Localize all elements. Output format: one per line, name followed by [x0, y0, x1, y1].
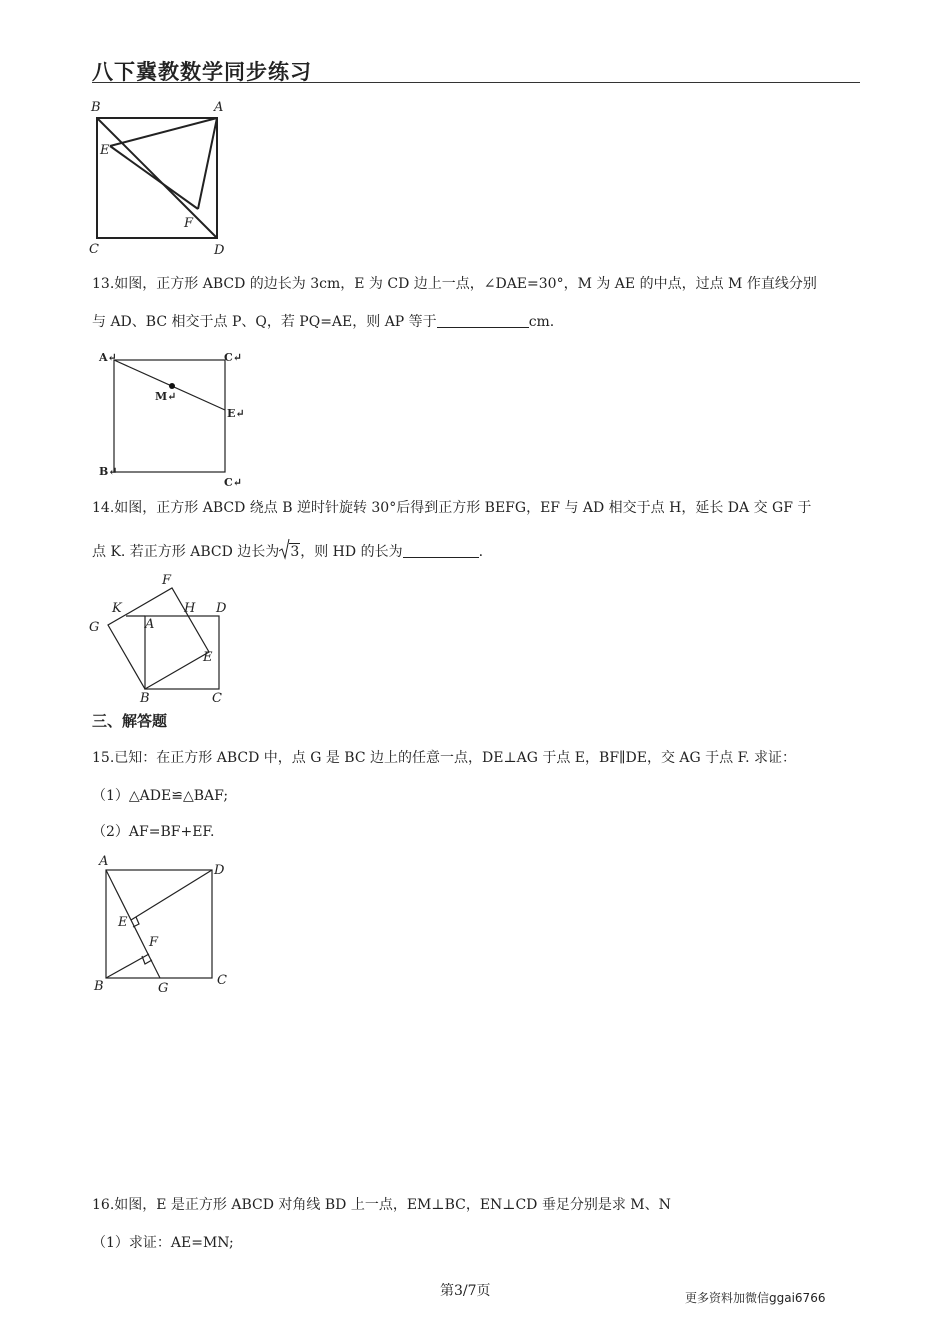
label-h: H	[184, 601, 196, 616]
q16-part1: （1）求证：AE=MN;	[92, 1235, 234, 1251]
label-a: A	[145, 617, 155, 632]
q14-line2-middle: ，则 HD 的长为	[300, 544, 403, 560]
q14-line2	[92, 542, 483, 562]
q13-line2-text: 与 AD、BC 相交于点 P、Q，若 PQ=AE，则 AP 等于	[92, 314, 437, 330]
header-divider	[92, 82, 860, 83]
figure-q15	[86, 850, 236, 998]
page-number: 第3/7页	[440, 1283, 491, 1299]
label-e: E	[118, 915, 128, 930]
label-f: F	[162, 573, 172, 588]
label-f: F	[184, 216, 194, 231]
sqrt-radicand: 3	[290, 544, 300, 560]
label-b: B↵	[99, 465, 118, 478]
label-d: D	[214, 863, 225, 878]
label-e: E	[100, 143, 110, 158]
label-b: B	[94, 979, 104, 994]
label-d: D	[216, 601, 227, 616]
label-k: K	[112, 601, 122, 616]
label-c-bottom: C↵	[224, 476, 242, 489]
section-title: 三、解答题	[92, 712, 168, 730]
q15-part1: （1）△ADE≌△BAF;	[92, 788, 229, 804]
label-c: C	[212, 691, 222, 704]
label-c: C	[217, 973, 227, 988]
q13-line2	[92, 312, 554, 332]
q16-line1: 16.如图，E 是正方形 ABCD 对角线 BD 上一点，EM⊥BC，EN⊥CD 垂足分别是求 M、N	[92, 1197, 671, 1213]
label-b: B	[140, 691, 150, 704]
q13-answer-blank[interactable]	[437, 313, 529, 328]
sqrt-expression	[279, 542, 300, 562]
figure-q12	[86, 96, 236, 258]
q14-line2-text: 点 K. 若正方形 ABCD 边长为	[92, 544, 280, 560]
footer-note: 更多资料加微信ggai6766	[685, 1291, 826, 1305]
label-c: C	[89, 242, 99, 257]
label-g: G	[158, 981, 169, 996]
label-m: M↵	[155, 390, 177, 403]
figure-q14	[86, 572, 236, 704]
q14-line2-end: .	[478, 544, 484, 560]
figure-q13	[96, 346, 256, 490]
label-c-top: C↵	[224, 351, 242, 364]
label-e: E↵	[227, 407, 245, 420]
q14-answer-blank[interactable]	[403, 543, 479, 558]
q14-line1: 14.如图，正方形 ABCD 绕点 B 逆时针旋转 30°后得到正方形 BEFG，EF 与 AD 相交于点 H，延长 DA 交 GF 于	[92, 500, 812, 516]
label-e: E	[203, 650, 213, 665]
q13-unit: cm.	[528, 314, 555, 330]
label-a: A	[99, 854, 109, 869]
q15-line1: 15.已知：在正方形 ABCD 中，点 G 是 BC 边上的任意一点，DE⊥AG 于点 E，BF∥DE，交 AG 于点 F. 求证：	[92, 750, 797, 766]
q15-part2: （2）AF=BF+EF.	[92, 824, 215, 840]
q13-line1: 13.如图，正方形 ABCD 的边长为 3cm，E 为 CD 边上一点，∠DAE=30°，M 为 AE 的中点，过点 M 作直线分别	[92, 276, 817, 292]
page-header-title: 八下冀教数学同步练习	[92, 60, 312, 84]
label-f: F	[149, 935, 159, 950]
label-b: B	[91, 100, 101, 115]
label-d: D	[214, 243, 225, 258]
label-g: G	[89, 620, 100, 635]
label-a: A	[214, 100, 224, 115]
label-a: A↵	[99, 351, 117, 364]
